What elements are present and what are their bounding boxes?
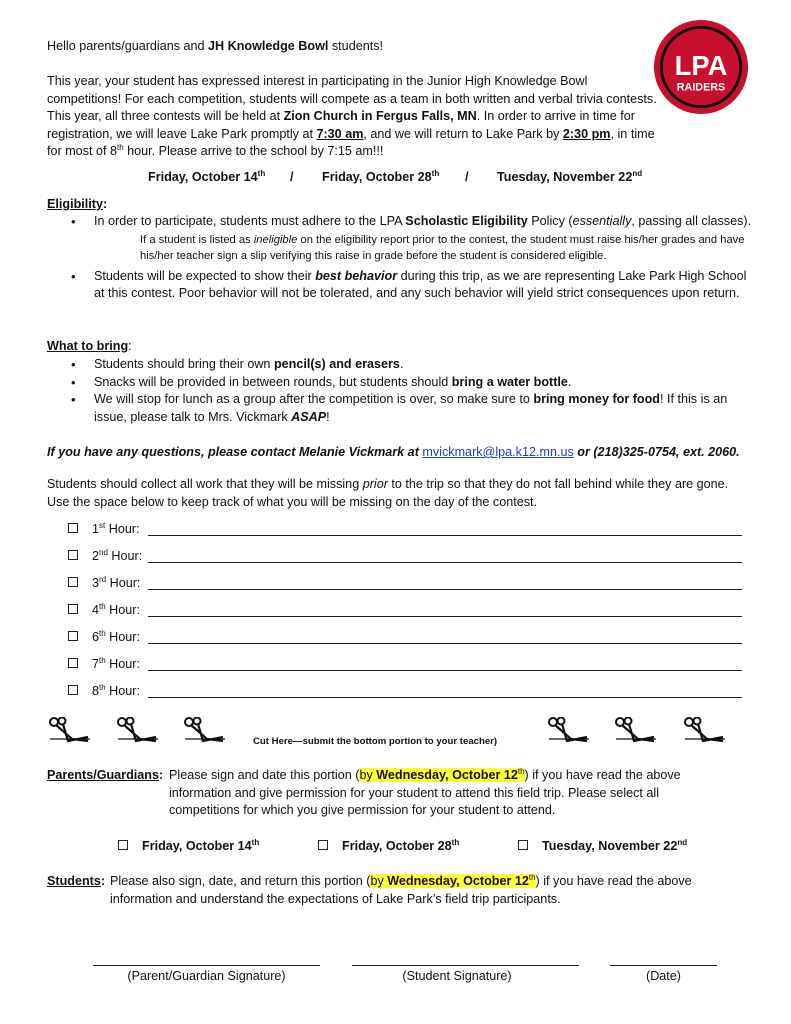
elig-1-italic: essentially <box>572 214 632 228</box>
logo-text-raiders: RAIDERS <box>676 81 726 94</box>
parents-text-2: ) if you have read the above information and give permission for your student to attend this field trip. Please select all competitions for which you give permission for your student to attend. <box>169 768 681 818</box>
hour-row[interactable] <box>68 683 748 701</box>
bring-2-text: Snacks will be provided in between rounds, but students should <box>94 374 452 389</box>
assignment-line[interactable] <box>148 643 742 644</box>
bring-list <box>47 356 767 426</box>
hour-row[interactable] <box>68 575 748 593</box>
assignment-line[interactable] <box>148 535 742 536</box>
students-heading <box>47 873 105 891</box>
hour-sup: nd <box>99 547 108 557</box>
option-label: Friday, October 14 <box>142 839 252 853</box>
bring-heading <box>47 338 132 356</box>
students-by: by <box>370 874 388 888</box>
collect-paragraph <box>47 476 747 511</box>
greeting-text: Hello parents/guardians and <box>47 39 209 53</box>
students-heading-text: Students <box>47 874 101 888</box>
elig-1-text-3: , passing all classes). <box>631 214 752 228</box>
contest-dates <box>0 169 791 187</box>
contact-text-2: or (218)325-0754, ext. 2060. <box>573 445 740 459</box>
hour-label <box>92 521 140 539</box>
hour-label <box>92 656 140 674</box>
date-1-text: Friday, October 14 <box>148 170 258 184</box>
bring-item-1 <box>47 356 767 374</box>
hour-number: 3 <box>92 576 100 590</box>
hour-number: 1 <box>92 522 100 536</box>
students-deadline <box>370 874 535 888</box>
checkbox[interactable] <box>318 840 328 850</box>
hour-number: 4 <box>92 603 100 617</box>
bring-3-text: We will stop for lunch as a group after the competition is over, so make sure to <box>94 392 534 407</box>
elig-1-bold: Scholastic Eligibility <box>405 214 528 228</box>
scissors-icon <box>183 717 227 747</box>
assignment-line[interactable] <box>148 670 742 671</box>
hour-sup: th <box>99 682 106 692</box>
hour-label <box>92 629 140 647</box>
parents-colon: : <box>159 768 164 782</box>
student-signature-line[interactable] <box>352 965 579 967</box>
eligibility-item-2 <box>47 268 759 303</box>
elig-note-italic: ineligible <box>253 233 298 246</box>
date-3-sup: nd <box>632 168 643 178</box>
intro-paragraph <box>47 73 657 161</box>
bring-colon: : <box>128 339 132 353</box>
hour-label <box>92 602 140 620</box>
hour-label <box>92 548 142 566</box>
checkbox[interactable] <box>68 577 78 587</box>
assignment-line[interactable] <box>148 616 742 617</box>
parents-date: Wednesday, October 12 <box>376 768 518 782</box>
hour-label <box>92 683 140 701</box>
bring-3-bold: bring money for food <box>533 392 661 407</box>
scissors-icon <box>116 717 160 747</box>
bring-3-bold-italic: ASAP <box>291 409 327 424</box>
hour-row[interactable] <box>68 548 748 566</box>
elig-1-text: In order to participate, students must adhere to the LPA <box>94 214 406 228</box>
students-date: Wednesday, October 12 <box>387 874 529 888</box>
greeting-text-end: students! <box>328 39 383 53</box>
hour-text: Hour: <box>105 603 140 617</box>
date-2-text: Friday, October 28 <box>322 170 432 184</box>
parents-deadline <box>359 768 524 782</box>
hour-text: Hour: <box>105 684 140 698</box>
eligibility-heading-text: Eligibility <box>47 197 103 211</box>
greeting-bold: JH Knowledge Bowl <box>208 39 329 53</box>
students-paragraph <box>110 873 720 908</box>
intro-text-5: hour. Please arrive to the school by 7:15 am!!! <box>123 144 384 159</box>
cut-here-label: Cut Here—submit the bottom portion to your teacher) <box>253 736 498 747</box>
date-sep-1: / <box>290 170 294 184</box>
elig-2-text: Students will be expected to show their <box>94 268 316 283</box>
parents-by: by <box>359 768 377 782</box>
scissors-icon <box>547 717 591 747</box>
option-label: Friday, October 28 <box>342 839 452 853</box>
collect-text-2: to the trip so that they do not fall behind while they are gone. Use the space below to keep track of what you will be missing on the day of the contest. <box>47 477 729 509</box>
hour-sup: th <box>99 655 106 665</box>
option-nov-22[interactable] <box>518 838 687 856</box>
option-sup: th <box>451 837 460 847</box>
hour-number: 8 <box>92 684 100 698</box>
scissors-icon <box>48 717 92 747</box>
parents-heading-text: Parents/Guardians <box>47 768 159 782</box>
bring-item-3 <box>47 391 744 426</box>
hour-row[interactable] <box>68 521 748 539</box>
hour-text: Hour: <box>105 630 140 644</box>
elig-2-text-2: during this trip, as we are representing Lake Park High School at this contest. Poor behavior will not be tolerated, and any such behavior will yield strict consequences upon return. <box>94 268 747 301</box>
hour-text: Hour: <box>106 576 141 590</box>
checkbox[interactable] <box>518 840 528 850</box>
option-sup: th <box>251 837 260 847</box>
checkbox[interactable] <box>68 550 78 560</box>
hour-row[interactable] <box>68 629 748 647</box>
intro-text-2: . In order to arrive in time for registration, we will leave Lake Park promptly at <box>47 109 635 141</box>
date-3-text: Tuesday, November 22 <box>497 170 633 184</box>
hour-text: Hour: <box>105 522 140 536</box>
intro-text-3: , and we will return to Lake Park by <box>363 126 563 141</box>
date-line[interactable] <box>610 965 717 967</box>
checkbox[interactable] <box>68 631 78 641</box>
bring-1-bold: pencil(s) and erasers <box>273 357 400 371</box>
assignment-line[interactable] <box>148 589 742 590</box>
parent-signature-line[interactable] <box>93 965 320 967</box>
hour-text: Hour: <box>105 657 140 671</box>
students-sup: th <box>528 872 536 882</box>
hour-sup: th <box>99 601 106 611</box>
students-colon: : <box>100 874 106 888</box>
date-sep-2: / <box>465 170 469 184</box>
checkbox[interactable] <box>118 840 128 850</box>
students-text-2: ) if you have read the above information and understand the expectations of Lake Park’s field trip participants. <box>110 874 692 906</box>
date-1-sup: th <box>257 168 266 178</box>
parents-paragraph <box>169 767 699 820</box>
hour-number: 7 <box>92 657 100 671</box>
bring-3-text-2: ! If this is an issue, please talk to Mrs. Vickmark <box>94 392 728 424</box>
contact-email-link[interactable]: mvickmark@lpa.k12.mn.us <box>422 445 574 459</box>
contact-line <box>47 444 740 462</box>
option-label: Tuesday, November 22 <box>542 839 678 853</box>
assignment-line[interactable] <box>148 697 742 698</box>
option-oct-14[interactable] <box>118 838 259 856</box>
bring-1-text-2: . <box>399 357 404 371</box>
checkbox[interactable] <box>68 523 78 533</box>
option-oct-28[interactable] <box>318 838 459 856</box>
intro-sup: th <box>117 143 124 153</box>
scissors-icon <box>683 717 727 747</box>
elig-note-text-2: on the eligibility report prior to the contest, the student must raise his/her grades and have his/her teacher sign a slip verifying this raise in grade before the student is considered eligible. <box>140 233 745 262</box>
intro-text-4: , in time for most of 8 <box>47 126 655 159</box>
assignment-line[interactable] <box>148 562 742 563</box>
elig-2-bold-italic: best behavior <box>315 268 398 283</box>
eligibility-colon: : <box>102 197 108 211</box>
date-2-sup: th <box>431 168 440 178</box>
hour-label <box>92 575 140 593</box>
eligibility-heading <box>47 196 107 214</box>
contest-location: Zion Church in Fergus Falls, MN <box>283 109 477 124</box>
hour-number: 2 <box>92 549 100 563</box>
date-1 <box>148 169 265 187</box>
elig-note-text: If a student is listed as <box>140 233 254 246</box>
eligibility-list <box>47 213 767 303</box>
bring-heading-text: What to bring <box>47 339 129 353</box>
hour-number: 6 <box>92 630 100 644</box>
contact-text: If you have any questions, please contact Melanie Vickmark at <box>47 445 423 459</box>
scissors-icon <box>614 717 658 747</box>
eligibility-note <box>140 232 750 264</box>
student-signature-label: (Student Signature) <box>402 969 512 983</box>
intro-text-1: This year, your student has expressed interest in participating in the Junior High Knowledge Bowl competitions! For each competition, students will compete as a team in both written and verbal trivia contests. This year, all three contests will be held at <box>47 74 657 124</box>
logo-text-lpa: LPA <box>674 49 728 81</box>
hour-text: Hour: <box>107 549 143 563</box>
hour-sup: rd <box>99 574 107 584</box>
bring-2-text-2: . <box>567 374 572 389</box>
date-label: (Date) <box>646 969 681 983</box>
greeting <box>47 38 383 56</box>
date-2 <box>322 169 439 187</box>
collect-italic: prior <box>362 477 388 491</box>
hour-row[interactable] <box>68 656 748 674</box>
parents-sup: th <box>517 766 525 776</box>
bring-3-text-3: ! <box>326 409 330 424</box>
bring-2-bold: bring a water bottle <box>451 374 568 389</box>
students-text: Please also sign, date, and return this portion ( <box>110 874 371 888</box>
parent-signature-label: (Parent/Guardian Signature) <box>127 969 286 983</box>
elig-1-text-2: Policy ( <box>527 214 573 228</box>
lpa-raiders-logo <box>652 18 750 116</box>
parents-heading <box>47 767 163 785</box>
checkbox[interactable] <box>68 658 78 668</box>
hour-sup: th <box>99 628 106 638</box>
checkbox[interactable] <box>68 685 78 695</box>
bring-1-text: Students should bring their own <box>94 357 274 371</box>
hour-sup: st <box>99 520 106 530</box>
checkbox[interactable] <box>68 604 78 614</box>
parents-text: Please sign and date this portion ( <box>169 768 360 782</box>
bring-item-2 <box>47 374 767 392</box>
eligibility-item-1 <box>47 213 767 264</box>
collect-text: Students should collect all work that they will be missing <box>47 477 363 491</box>
hour-row[interactable] <box>68 602 748 620</box>
option-sup: nd <box>677 837 688 847</box>
leave-time: 7:30 am <box>316 126 364 141</box>
date-3 <box>497 169 642 187</box>
return-time: 2:30 pm <box>562 126 611 141</box>
